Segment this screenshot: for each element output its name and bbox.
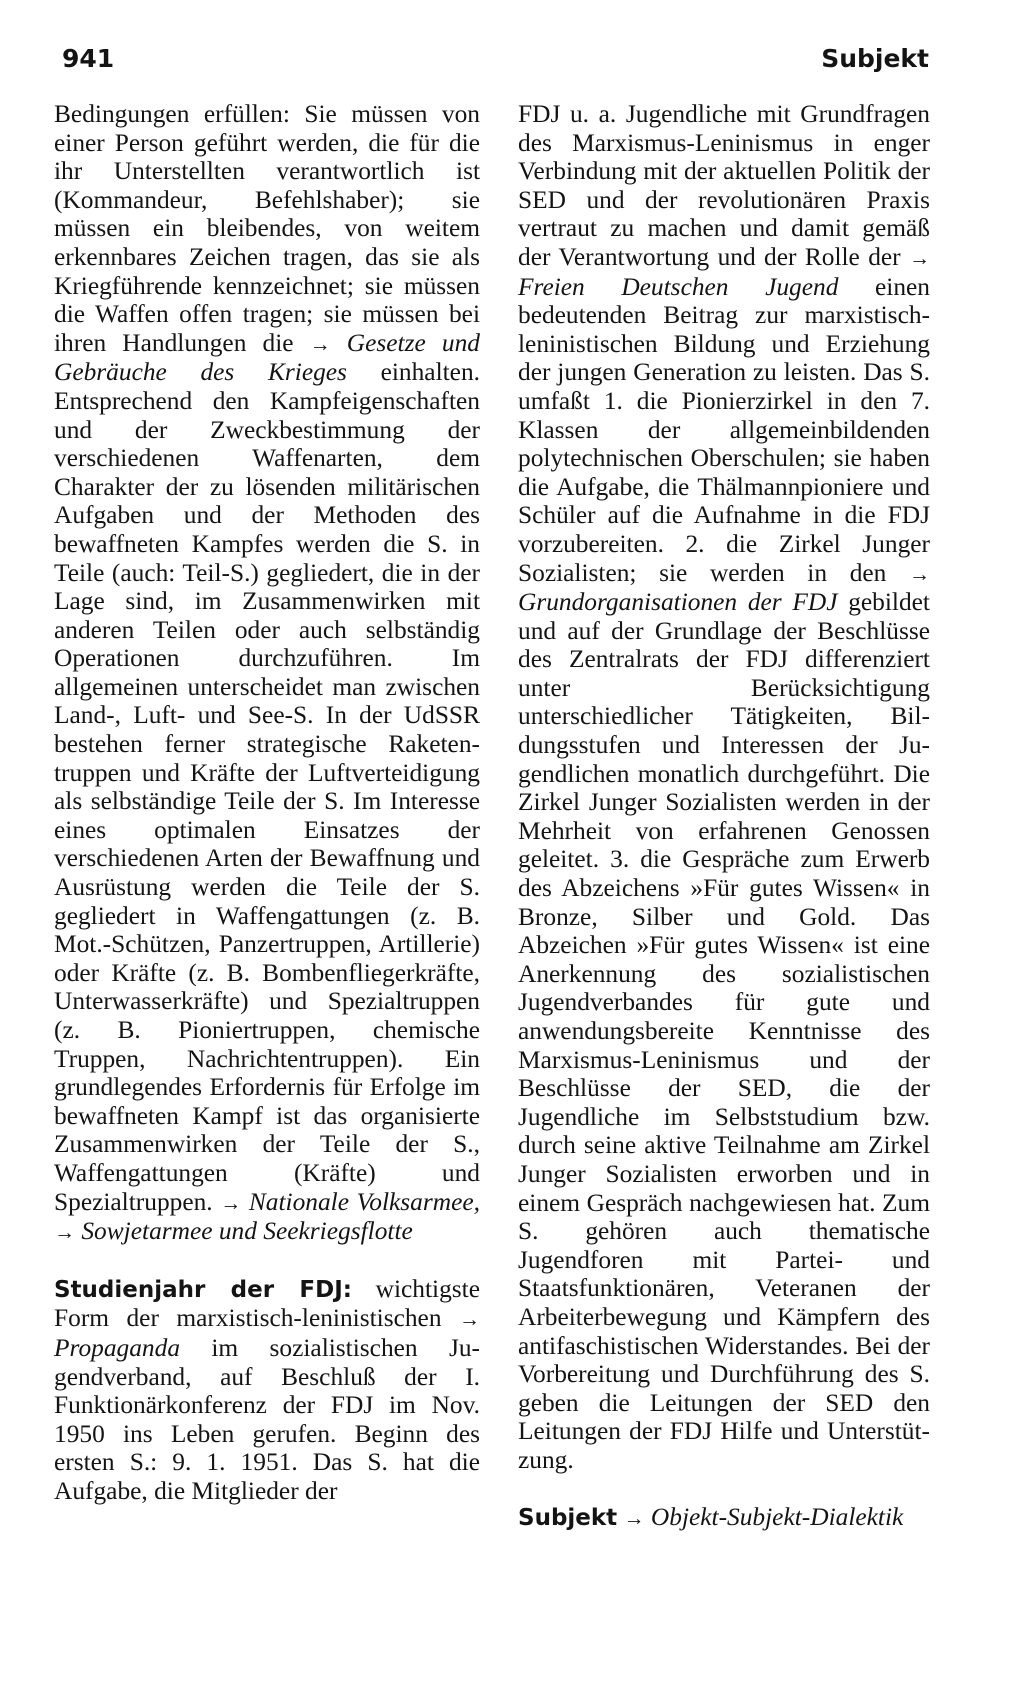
cross-reference-link[interactable]: Gesetze und Gebräuche des Krieges	[54, 328, 480, 387]
entry-text: FDJ u. a. Jugendliche mit Grundfragen des Marxismus-Leninismus in enger Verbindung mit der aktuellen Politik der SED und der revolutionären Praxis vertraut zu machen und damit gemäß der Verantwortung und der Rolle der	[518, 100, 930, 271]
entry-subjekt	[518, 1503, 930, 1533]
entry-streitkraefte-continuation	[54, 100, 480, 1247]
cross-reference-link: Sowjetarmee und Seekriegsflotte	[81, 1217, 413, 1246]
running-head-keyword: Subjekt	[821, 44, 929, 73]
arrow-icon: →	[909, 561, 930, 586]
entry-text: Bedingungen erfüllen: Sie müssen von einer Person geführt werden, die für die ihr Unterstellten verantwortlich ist (Kommandeur, Befehlshaber); sie müssen ein bleibendes, von weitem erkennbares Zeichen tragen, das sie als Kriegführende kennzeichnet; sie müssen die Waffen offen tragen; sie müssen bei ihren Handlungen die	[54, 100, 480, 357]
entry-text: einen bedeutenden Beitrag zur marxistisch-leninistischen Bildung und Erziehung der jungen Generation zu leisten. Das S. umfaßt 1. die Pionierzirkel in den 7. Klassen der allgemeinbildenden polytechnischen Oberschulen; sie haben die Aufgabe, die Thälmannpioniere und Schüler auf die Aufnahme in die FDJ vorzubereiten. 2. die Zirkel Junger Sozialisten; sie werden in den	[518, 272, 930, 587]
cross-reference-link[interactable]: Propaganda	[54, 1333, 181, 1362]
cross-reference-link[interactable]: Objekt-Subjekt-Dialektik	[650, 1502, 904, 1531]
entry-text: im sozialistischen Jugendverband, auf Beschluß der I. Funktionärkonferenz der FDJ im Nov. 1950 ins Leben gerufen. Beginn des ersten S.: 9. 1. 1951. Das S. hat die Aufgabe, die Mitglieder der	[54, 1333, 480, 1505]
entry-text: wichtigste Form der marxistisch-leninistischen	[54, 1274, 480, 1333]
right-column	[518, 100, 930, 1532]
entry-text: gebildet und auf der Grundlage der Beschlüsse des Zentralrats der FDJ differenziert unter Berücksichtigung unterschiedlicher Tätigkeiten, Bildungsstufen und Interessen der Jugendlichen monatlich durchgeführt. Die Zirkel Junger Sozialisten werden in der Mehrheit von erfahrenen Genossen geleitet. 3. die Gespräche zum Erwerb des Abzeichens »Für gutes Wissen« in Bronze, Silber und Gold. Das Abzeichen »Für gutes Wissen« ist eine Anerkennung des sozialistischen Jugendverbandes für gute und anwendungsbereite Kenntnisse des Marxismus-Leninismus und der Beschlüsse der SED, die der Jugendliche im Selbststudium bzw. durch seine aktive Teilnahme am Zirkel Junger Sozialisten erworben und in einem Gespräch nachgewiesen hat. Zum S. gehören auch thematische Jugendforen mit Partei- und Staatsfunktionären, Veteranen der Arbeiterbewegung und Kämpfern des antifaschistischen Widerstandes. Bei der Vorbereitung und Durchführung des S. geben die Leitungen der SED den Leitungen der FDJ Hilfe und Unterstützung.	[518, 588, 930, 1474]
arrow-icon: →	[309, 331, 331, 356]
left-column	[54, 100, 480, 1506]
entry-term: Studienjahr der FDJ:	[54, 1276, 352, 1303]
arrow-icon: →	[623, 1505, 645, 1530]
cross-reference-link[interactable]: Nationale Volksarmee,	[248, 1187, 480, 1216]
page-number: 941	[62, 44, 115, 73]
entry-text: einhalten. Entsprechend den Kampfeigenschaften und der Zweckbestimmung der verschiedenen Waffenarten, dem Charakter der zu lösenden militärischen Aufgaben und der Methoden des bewaffneten Kampfes werden die S. in Teile (auch: Teil-S.) gegliedert, die in der Lage sind, im Zusammenwirken mit anderen Teilen oder auch selbständig Operationen durchzuführen. Im allgemeinen unterscheidet man zwischen Land-, Luft- und See-S. In der UdSSR bestehen ferner strategische Raketentruppen und Kräfte der Luftverteidigung als selbständige Teile der S. Im Interesse eines optimalen Einsatzes der verschiedenen Arten der Bewaffnung und Ausrüstung werden die Teile der S. gegliedert in Waffengattungen (z. B. Mot.-Schützen, Panzertruppen, Artillerie) oder Kräfte (z. B. Bombenfliegerkräfte, Unterwasserkräfte) und Spezialtruppen (z. B. Pioniertruppen, chemische Truppen, Nachrichtentruppen). Ein grundlegendes Erfordernis für Erfolge im bewaffneten Kampf ist das organisierte Zusammenwirken der Teile der S., Waffengattungen (Kräfte) und Spezialtruppen.	[54, 358, 480, 1216]
arrow-icon: →	[220, 1190, 242, 1215]
cross-reference-link[interactable]: Freien Deutschen Jugend	[518, 272, 839, 301]
entry-studienjahr-der-fdj	[54, 1275, 480, 1506]
arrow-icon: →	[458, 1307, 480, 1332]
cross-reference-link[interactable]: Grundorganisationen der FDJ	[518, 588, 838, 617]
entry-studienjahr-continuation	[518, 100, 930, 1475]
arrow-icon: →	[909, 245, 930, 270]
arrow-icon: →	[54, 1220, 75, 1245]
entry-term: Subjekt	[518, 1504, 618, 1531]
